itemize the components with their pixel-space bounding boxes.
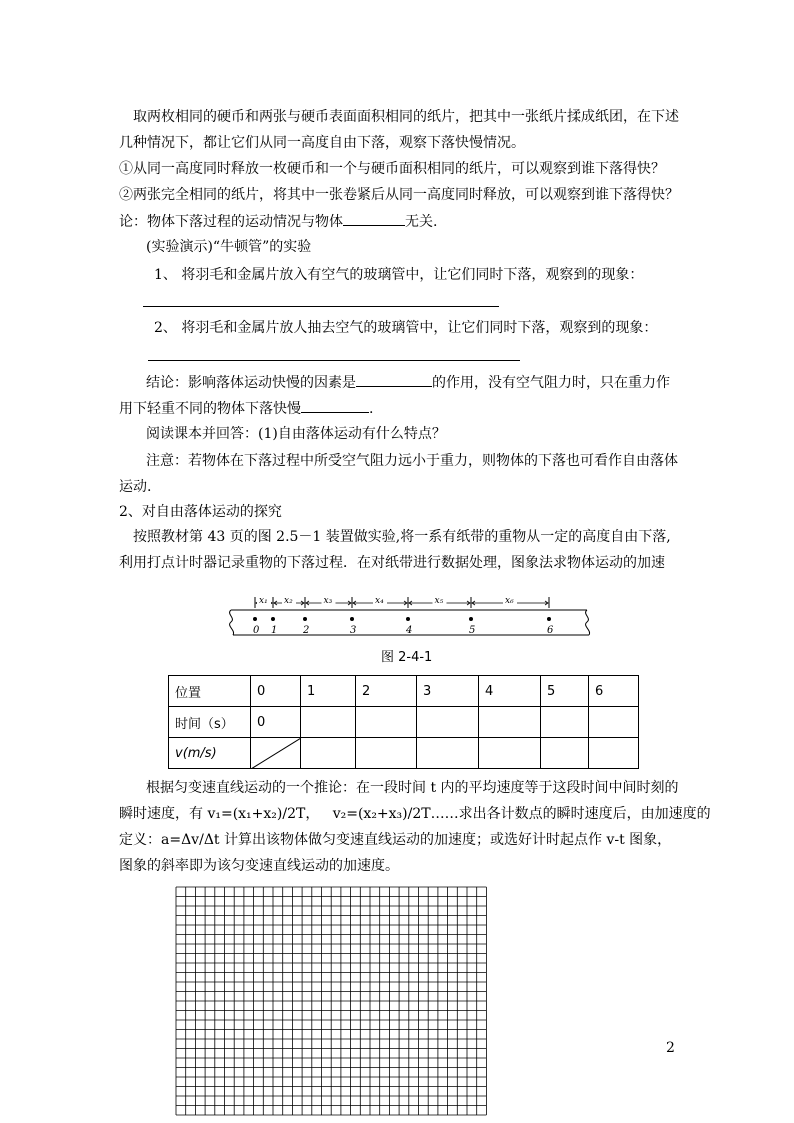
conclusion-text-b: 无关. <box>405 214 438 230</box>
fill-blank[interactable] <box>301 398 369 413</box>
segment-label: x₃ <box>323 596 333 606</box>
tape-dot <box>469 617 473 621</box>
method-text-2a: 瞬时速度，有 v₁=(x₁+x₂)/2T， <box>119 806 320 822</box>
empty-cell[interactable] <box>479 738 541 769</box>
empty-cell[interactable] <box>301 707 356 738</box>
point-label: 3 <box>350 625 357 636</box>
diagonal-line <box>251 738 301 769</box>
segment-label: x₆ <box>505 596 514 606</box>
answer-line-1[interactable] <box>143 306 499 307</box>
experiment-title: (实验演示)“牛顿管”的实验 <box>146 239 312 255</box>
note-line-2: 运动. <box>119 479 152 495</box>
reading-question: 阅读课本并回答：(1)自由落体运动有什么特点？ <box>146 426 446 442</box>
empty-cell[interactable] <box>356 738 417 769</box>
page-number: 2 <box>666 1040 675 1056</box>
paper-tape-figure <box>225 592 595 642</box>
section-2-paragraph-2: 利用打点计时器记录重物的下落过程．在对纸带进行数据处理，图象法求物体运动的加速 <box>119 555 665 571</box>
result-text-a: 结论：影响落体运动快慢的因素是 <box>146 375 356 391</box>
result-text-d: . <box>369 401 374 417</box>
segment-label: x₅ <box>434 596 444 606</box>
answer-line-2[interactable] <box>148 360 520 361</box>
method-text-2b: v₂=(x₂+x₃)/2T……求出各计数点的瞬时速度后，由加速度的 <box>332 806 711 822</box>
row-header: 位置 <box>169 676 251 707</box>
empty-cell[interactable] <box>417 707 479 738</box>
tape-dot <box>303 617 307 621</box>
empty-cell[interactable] <box>541 707 589 738</box>
segment-label: x₁ <box>259 596 268 606</box>
tape-dot <box>271 617 275 621</box>
position-cell: 4 <box>479 676 541 707</box>
empty-cell[interactable] <box>479 707 541 738</box>
point-label: 1 <box>271 625 278 636</box>
method-line-3: 定义：a=Δv/Δt 计算出该物体做匀变速直线运动的加速度；或选好计时起点作 v-t 图象， <box>119 832 672 848</box>
tape-marks <box>253 595 554 636</box>
result-text-b: 的作用，没有空气阻力时，只在重力作 <box>432 375 670 391</box>
section-2-paragraph-1: 按照教材第 43 页的图 2.5－1 装置做实验,将一系有纸带的重物从一定的高度自由下落, <box>133 529 671 545</box>
segment-label: x₂ <box>284 596 293 606</box>
point-label: 6 <box>547 625 554 636</box>
conclusion-text-a: 论：物体下落过程的运动情况与物体 <box>119 214 343 230</box>
position-cell: 0 <box>251 676 301 707</box>
empty-cell[interactable] <box>589 707 639 738</box>
table-row <box>169 738 639 769</box>
fill-blank[interactable] <box>343 211 405 226</box>
position-cell: 3 <box>417 676 479 707</box>
intro-line-2: 几种情况下，都让它们从同一高度自由下落，观察下落快慢情况。 <box>119 135 525 151</box>
row-header: 时间（s） <box>169 707 251 738</box>
position-cell: 6 <box>589 676 639 707</box>
tape-dot <box>253 617 257 621</box>
fill-blank[interactable] <box>356 372 432 387</box>
point-label: 2 <box>303 625 310 636</box>
empty-cell[interactable] <box>356 707 417 738</box>
point-label: 5 <box>469 625 476 636</box>
section-2-heading: 2、对自由落体运动的探究 <box>119 504 282 520</box>
point-label: 4 <box>406 625 413 636</box>
tape-dot <box>547 617 551 621</box>
data-table <box>168 675 639 769</box>
figure-caption: 图 2-4-1 <box>381 650 433 665</box>
position-cell: 5 <box>541 676 589 707</box>
conclusion-line <box>119 211 437 232</box>
tape-dot <box>406 617 410 621</box>
graph-grid[interactable] <box>175 886 487 1118</box>
position-cell: 1 <box>301 676 356 707</box>
position-cell: 2 <box>356 676 417 707</box>
question-1: ①从同一高度同时释放一枚硬币和一个与硬币面积相同的纸片，可以观察到谁下落得快？ <box>119 161 665 177</box>
result-line-1 <box>146 372 670 393</box>
intro-line-1: 取两枚相同的硬币和两张与硬币表面面积相同的纸片，把其中一张纸片揉成纸团，在下述 <box>133 109 679 125</box>
point-label: 0 <box>253 625 260 636</box>
empty-cell[interactable] <box>301 738 356 769</box>
result-line-2 <box>119 398 373 419</box>
empty-cell[interactable] <box>541 738 589 769</box>
method-line-4: 图象的斜率即为该匀变速直线运动的加速度。 <box>119 858 399 874</box>
diagonal-cell <box>251 738 301 769</box>
table-row <box>169 676 639 707</box>
tape-dot <box>350 617 354 621</box>
row-header: v(m/s) <box>169 738 251 769</box>
empty-cell[interactable] <box>417 738 479 769</box>
empty-cell[interactable] <box>589 738 639 769</box>
question-2: ②两张完全相同的纸片，将其中一张卷紧后从同一高度同时释放，可以观察到谁下落得快？ <box>119 187 679 203</box>
method-line-2 <box>119 804 711 824</box>
experiment-item-2: 2、 将羽毛和金属片放人抽去空气的玻璃管中，让它们同时下落，观察到的现象： <box>154 320 658 336</box>
table-row <box>169 707 639 738</box>
segment-label: x₄ <box>375 596 384 606</box>
method-line-1: 根据匀变速直线运动的一个推论：在一段时间 t 内的平均速度等于这段时间中间时刻的 <box>146 780 679 796</box>
experiment-item-1: 1、 将羽毛和金属片放入有空气的玻璃管中，让它们同时下落，观察到的现象： <box>154 267 644 283</box>
note-line-1: 注意：若物体在下落过程中所受空气阻力远小于重力，则物体的下落也可看作自由落体 <box>146 453 678 469</box>
result-text-c: 用下轻重不同的物体下落快慢 <box>119 401 301 417</box>
time-cell: 0 <box>251 707 301 738</box>
